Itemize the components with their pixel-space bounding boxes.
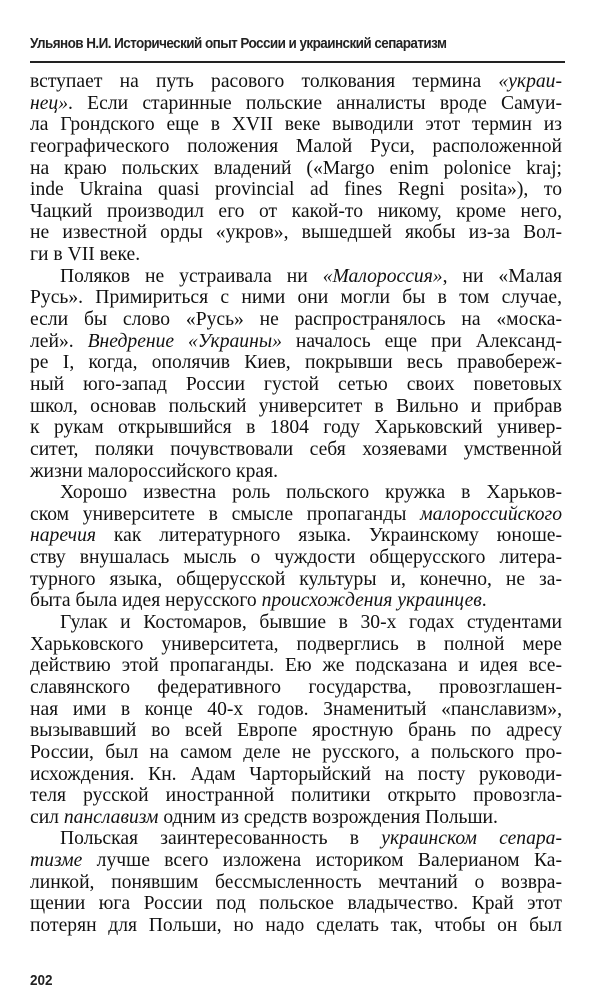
- italic-text: панславизм: [63, 806, 159, 828]
- text-span: . Если старинные польские анналисты вроде Самуи-: [68, 92, 562, 114]
- text-line: [30, 244, 562, 266]
- text-span: щении юга России под польское владычество. Край этот: [30, 893, 562, 915]
- text-span: ный юго-запад России густой сетью своих поветовых: [30, 373, 562, 395]
- italic-text: украинском сепара-: [381, 828, 563, 850]
- text-span: Поляков не устраивала ни: [60, 265, 323, 287]
- italic-text: Внедрение «Украины»: [87, 330, 282, 352]
- text-span: России, был на самом деле не русского, а польского про-: [30, 741, 562, 763]
- italic-text: происхождения украинцев: [261, 590, 482, 612]
- text-span: Чацкий производил его от какой-то никому, кроме него,: [30, 200, 562, 222]
- text-span: вызывавший во всей Европе яростную брань по адресу: [30, 720, 562, 742]
- header-rule: [30, 61, 565, 63]
- running-header: Ульянов Н.И. Исторический опыт России и украинский сепаратизм: [30, 36, 447, 52]
- text-line: [30, 201, 562, 223]
- text-line: [30, 71, 562, 93]
- text-span: Харьковского университета, подверглись в полной мере: [30, 633, 562, 655]
- text-span: Русь». Примириться с ними они могли бы в том случае,: [30, 287, 562, 309]
- text-span: ная ими в конце 40-х годов. Знаменитый «панславизм»,: [30, 698, 562, 720]
- italic-text: тизме: [30, 850, 83, 872]
- text-span: лучше всего изложена историком Валерианом Ка-: [82, 850, 562, 872]
- text-span: ству внушалась мысль о чуждости общерусского литера-: [30, 547, 562, 569]
- text-line: [30, 742, 562, 764]
- text-line: [30, 482, 562, 504]
- paragraph: [30, 266, 562, 482]
- paragraph: [30, 482, 562, 612]
- text-line: [30, 417, 562, 439]
- text-span: одним из средств возрождения Польши.: [158, 806, 498, 828]
- paragraph: [30, 612, 562, 828]
- text-line: [30, 309, 562, 331]
- text-line: [30, 93, 562, 115]
- text-span: как литературного языка. Украинскому юноше-: [96, 525, 562, 547]
- page-number: 202: [30, 972, 53, 989]
- text-line: [30, 396, 562, 418]
- text-span: быта была идея нерусского: [30, 590, 262, 612]
- text-span: ла Грондского еще в XVII веке выводили этот термин из: [30, 114, 562, 136]
- text-line: [30, 352, 562, 374]
- text-line: [30, 222, 562, 244]
- text-span: Гулак и Костомаров, бывшие в 30-х годах студентами: [60, 612, 562, 634]
- italic-text: нец»: [30, 92, 69, 114]
- text-span: , ни «Малая: [442, 265, 562, 287]
- text-line: [30, 439, 562, 461]
- text-span: ре I, когда, ополячив Киев, покрывши весь правобереж-: [30, 352, 562, 374]
- text-line: [30, 677, 562, 699]
- text-span: ском университете в смысле пропаганды: [30, 503, 421, 525]
- text-span: Хорошо известна роль польского кружка в Харьков-: [60, 482, 562, 504]
- text-span: школ, основав польский университет в Вильно и прибрав: [30, 395, 562, 417]
- text-line: [30, 655, 562, 677]
- text-line: [30, 374, 562, 396]
- italic-text: «Малороссия»: [322, 265, 443, 287]
- text-span: если бы слово «Русь» не распространялось на «моска-: [30, 309, 562, 331]
- paragraph: [30, 71, 562, 266]
- text-span: ги в VII веке.: [30, 244, 141, 266]
- page-body-text: [30, 71, 562, 937]
- italic-text: «украи-: [498, 71, 562, 92]
- text-line: [30, 158, 562, 180]
- text-span: славянского федеративного государства, провозглашен-: [30, 676, 562, 698]
- text-span: лей».: [30, 330, 88, 352]
- text-line: [30, 764, 562, 786]
- text-span: .: [481, 590, 487, 612]
- text-line: [30, 504, 562, 526]
- text-line: [30, 850, 562, 872]
- text-span: действию этой пропаганды. Ею же подсказана и идея все-: [30, 655, 562, 677]
- text-line: [30, 461, 562, 483]
- text-line: [30, 612, 562, 634]
- text-span: Польская заинтересованность в: [60, 828, 382, 850]
- text-span: ситет, поляки почувствовали себя хозяевами умственной: [30, 438, 562, 460]
- text-span: теля русской иностранной политики открыто провозгла-: [30, 785, 562, 807]
- text-line: [30, 720, 562, 742]
- text-line: [30, 807, 562, 829]
- text-line: [30, 287, 562, 309]
- text-span: на краю польских владений («Margo enim polonice kraj;: [30, 157, 562, 179]
- text-line: [30, 114, 562, 136]
- italic-text: малороссийского: [420, 503, 562, 525]
- text-line: [30, 266, 562, 288]
- text-span: не известной орды «укров», вышедшей якобы из-за Вол-: [30, 222, 562, 244]
- text-span: географического положения Малой Руси, расположенной: [30, 135, 562, 157]
- text-span: inde Ukraina quasi provincial ad fines Regni posita»), то: [30, 179, 562, 201]
- text-line: [30, 893, 562, 915]
- italic-text: наречия: [30, 525, 97, 547]
- text-line: [30, 699, 562, 721]
- text-span: исхождения. Кн. Адам Чарторыйский на посту руководи-: [30, 763, 562, 785]
- text-line: [30, 872, 562, 894]
- text-line: [30, 525, 562, 547]
- text-line: [30, 547, 562, 569]
- text-line: [30, 634, 562, 656]
- text-span: линкой, понявшим бессмысленность мечтаний о возвра-: [30, 871, 562, 893]
- text-span: к рукам открывшийся в 1804 году Харьковский универ-: [30, 417, 562, 439]
- text-line: [30, 828, 562, 850]
- text-span: жизни малороссийского края.: [30, 460, 278, 482]
- text-line: [30, 569, 562, 591]
- text-span: потерян для Польши, но надо сделать так, чтобы он был: [30, 914, 562, 936]
- text-span: началось еще при Александ-: [281, 330, 562, 352]
- text-line: [30, 179, 562, 201]
- text-line: [30, 331, 562, 353]
- text-line: [30, 590, 562, 612]
- paragraph: [30, 828, 562, 936]
- text-line: [30, 785, 562, 807]
- text-line: [30, 136, 562, 158]
- text-span: вступает на путь расового толкования термина: [30, 71, 499, 92]
- text-line: [30, 915, 562, 937]
- text-span: турного языка, общерусской культуры и, конечно, не за-: [30, 568, 562, 590]
- text-span: сил: [30, 806, 64, 828]
